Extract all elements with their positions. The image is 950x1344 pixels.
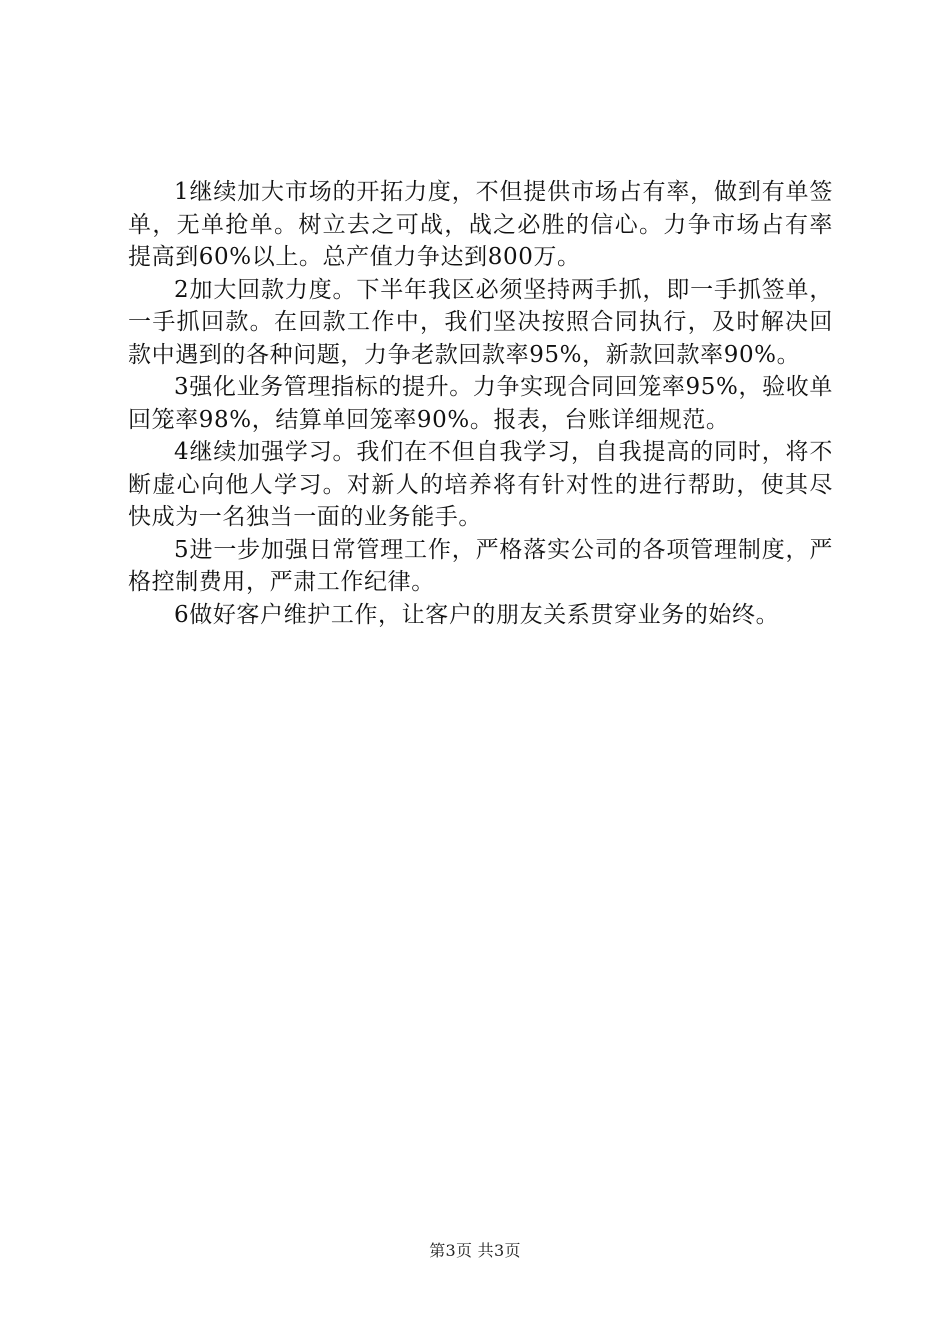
paragraph-4: 4继续加强学习。我们在不但自我学习，自我提高的同时，将不断虚心向他人学习。对新人的培养将有针对性的进行帮助，使其尽快成为一名独当一面的业务能手。 xyxy=(128,439,833,530)
paragraph-2: 2加大回款力度。下半年我区必须坚持两手抓，即一手抓签单，一手抓回款。在回款工作中，我们坚决按照合同执行，及时解决回款中遇到的各种问题，力争老款回款率95%，新款回款率90%。 xyxy=(128,276,833,368)
document-body xyxy=(128,176,833,631)
paragraph-1: 1继续加大市场的开拓力度，不但提供市场占有率，做到有单签单，无单抢单。树立去之可战，战之必胜的信心。力争市场占有率提高到60%以上。总产值力争达到800万。 xyxy=(128,179,833,270)
paragraph-6: 6做好客户维护工作，让客户的朋友关系贯穿业务的始终。 xyxy=(174,601,780,628)
page-number-footer: 第3页 共3页 xyxy=(429,1241,521,1260)
paragraph-5: 5进一步加强日常管理工作，严格落实公司的各项管理制度，严格控制费用，严肃工作纪律。 xyxy=(128,536,833,595)
paragraph-3: 3强化业务管理指标的提升。力争实现合同回笼率95%，验收单回笼率98%，结算单回笼率90%。报表，台账详细规范。 xyxy=(128,374,833,433)
